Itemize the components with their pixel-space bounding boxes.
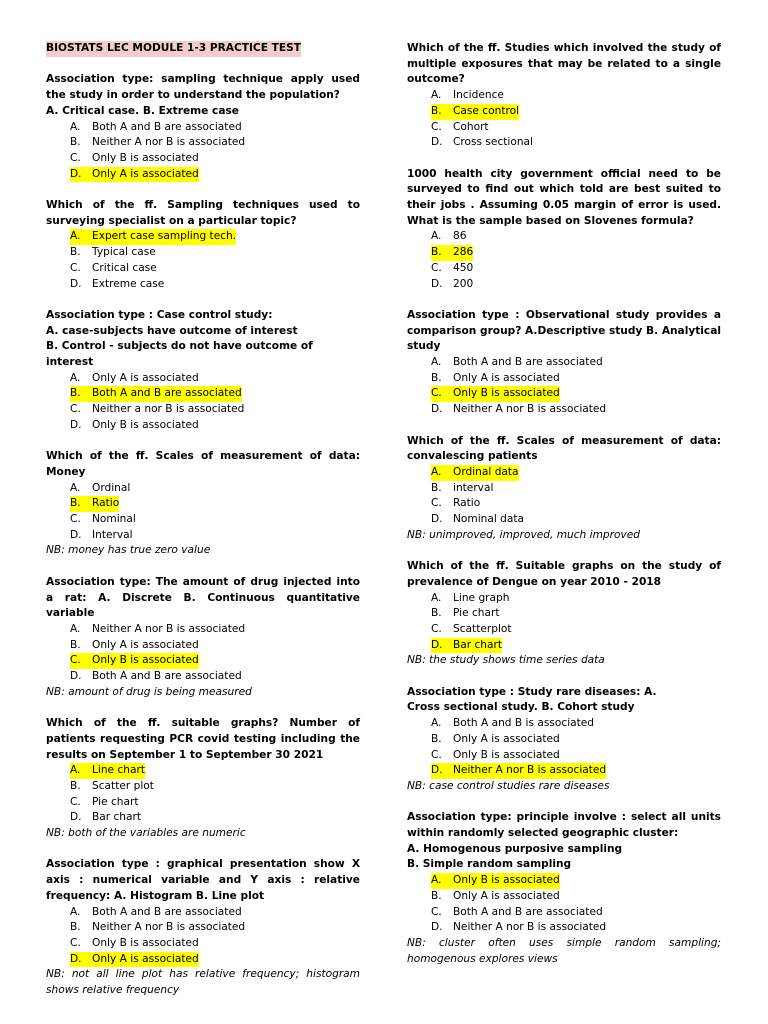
option-text: Interval bbox=[92, 528, 133, 541]
question-block bbox=[46, 72, 360, 182]
answer-options bbox=[407, 229, 721, 292]
option-letter: C. bbox=[70, 513, 81, 526]
option-letter: C. bbox=[70, 151, 81, 164]
option-letter: C. bbox=[431, 386, 453, 402]
option-text: Only B is associated bbox=[92, 151, 199, 164]
option-letter: B. bbox=[431, 371, 442, 384]
question-note: NB: not all line plot has relative frequency; histogram shows relative frequency bbox=[46, 968, 360, 997]
answer-option-highlighted bbox=[46, 653, 360, 669]
question-subline: A. Homogenous purposive sampling bbox=[407, 842, 623, 855]
option-text: Line chart bbox=[92, 763, 145, 779]
answer-options bbox=[407, 873, 721, 936]
question-block bbox=[46, 449, 360, 559]
option-text: Only B is associated bbox=[453, 873, 560, 889]
answer-option-highlighted bbox=[407, 104, 721, 120]
answer-options bbox=[407, 591, 721, 654]
answer-option bbox=[46, 135, 360, 151]
question-text: Which of the ff. Scales of measurement of data: convalescing patients bbox=[407, 434, 721, 463]
answer-option bbox=[46, 528, 360, 544]
option-text: Neither A nor B is associated bbox=[92, 136, 246, 149]
right-column bbox=[407, 41, 721, 983]
option-letter: C. bbox=[431, 748, 442, 761]
option-letter: B. bbox=[70, 386, 92, 402]
option-text: Neither A nor B is associated bbox=[92, 921, 246, 934]
question-block bbox=[46, 575, 360, 701]
option-letter: D. bbox=[70, 167, 92, 183]
option-letter: B. bbox=[431, 889, 442, 902]
option-letter: D. bbox=[431, 403, 443, 416]
option-letter: D. bbox=[70, 811, 82, 824]
left-question-list bbox=[46, 72, 360, 998]
option-text: 450 bbox=[453, 261, 474, 274]
answer-option bbox=[407, 920, 721, 936]
option-text: Bar chart bbox=[92, 811, 142, 824]
option-letter: D. bbox=[70, 670, 82, 683]
option-letter: B. bbox=[70, 496, 92, 512]
option-text: Ordinal data bbox=[453, 465, 519, 481]
answer-option bbox=[407, 277, 721, 293]
option-letter: C. bbox=[431, 905, 442, 918]
option-letter: C. bbox=[70, 653, 92, 669]
question-text: Association type : Case control study: bbox=[46, 308, 273, 321]
answer-option-highlighted bbox=[46, 167, 360, 183]
option-text: Both A and B are associated bbox=[92, 670, 242, 683]
answer-options bbox=[46, 229, 360, 292]
question-text: Which of the ff. suitable graphs? Number of patients requesting PCR covid testing including the results on September 1 to September 30 2021 bbox=[46, 717, 360, 761]
option-letter: D. bbox=[431, 921, 443, 934]
question-note: NB: unimproved, improved, much improved bbox=[407, 528, 640, 541]
question-subline: A. Critical case. B. Extreme case bbox=[46, 104, 239, 117]
answer-option bbox=[407, 229, 721, 245]
right-question-list bbox=[407, 41, 721, 967]
option-text: Cross sectional bbox=[453, 136, 533, 149]
answer-option bbox=[407, 355, 721, 371]
answer-options bbox=[46, 120, 360, 183]
answer-option bbox=[46, 402, 360, 418]
option-letter: A. bbox=[431, 717, 442, 730]
answer-options bbox=[46, 763, 360, 826]
answer-option bbox=[46, 638, 360, 654]
question-note: NB: both of the variables are numeric bbox=[46, 827, 246, 840]
option-letter: D. bbox=[431, 277, 443, 290]
option-text: Nominal data bbox=[453, 513, 525, 526]
answer-option bbox=[46, 277, 360, 293]
answer-option-highlighted bbox=[46, 386, 360, 402]
answer-option-highlighted bbox=[407, 638, 721, 654]
option-letter: C. bbox=[70, 795, 81, 808]
option-text: Only A is associated bbox=[92, 952, 199, 968]
option-letter: B. bbox=[431, 481, 442, 494]
question-block bbox=[407, 434, 721, 544]
answer-option-highlighted bbox=[46, 496, 360, 512]
answer-options bbox=[407, 355, 721, 418]
option-letter: D. bbox=[70, 952, 92, 968]
question-note: NB: the study shows time series data bbox=[407, 654, 605, 667]
answer-option bbox=[46, 669, 360, 685]
option-letter: B. bbox=[431, 104, 453, 120]
question-text: Association type: sampling technique apply used the study in order to understand the population? bbox=[46, 73, 360, 102]
option-letter: A. bbox=[431, 873, 453, 889]
answer-option bbox=[407, 261, 721, 277]
option-text: Incidence bbox=[453, 89, 504, 102]
answer-options bbox=[407, 716, 721, 779]
option-letter: A. bbox=[70, 229, 92, 245]
option-text: Only A is associated bbox=[453, 732, 560, 745]
answer-option bbox=[407, 402, 721, 418]
answer-option bbox=[407, 481, 721, 497]
question-text: Which of the ff. Scales of measurement of data: Money bbox=[46, 450, 360, 478]
question-note: NB: money has true zero value bbox=[46, 544, 211, 557]
option-text: Neither A nor B is associated bbox=[92, 622, 246, 635]
answer-option bbox=[46, 622, 360, 638]
answer-option bbox=[407, 496, 721, 512]
option-text: Ordinal bbox=[92, 481, 131, 494]
question-block bbox=[407, 167, 721, 293]
answer-options bbox=[407, 88, 721, 151]
option-letter: A. bbox=[431, 465, 453, 481]
option-text: Extreme case bbox=[92, 277, 165, 290]
option-letter: D. bbox=[431, 513, 443, 526]
option-letter: B. bbox=[431, 245, 453, 261]
option-letter: A. bbox=[431, 356, 442, 369]
answer-option bbox=[407, 371, 721, 387]
answer-option bbox=[407, 732, 721, 748]
option-text: Both A and B are associated bbox=[92, 905, 242, 918]
answer-option bbox=[46, 810, 360, 826]
option-text: Typical case bbox=[92, 246, 156, 259]
option-text: Both A and B are associated bbox=[453, 905, 603, 918]
answer-options bbox=[46, 905, 360, 968]
option-letter: B. bbox=[70, 921, 81, 934]
option-letter: A. bbox=[70, 905, 81, 918]
option-text: Scatter plot bbox=[92, 779, 154, 792]
option-text: Only B is associated bbox=[453, 386, 560, 402]
answer-option bbox=[46, 481, 360, 497]
option-letter: C. bbox=[431, 497, 442, 510]
question-note: NB: case control studies rare diseases bbox=[407, 779, 610, 792]
option-letter: D. bbox=[70, 528, 82, 541]
option-letter: B. bbox=[70, 136, 81, 149]
option-text: Critical case bbox=[92, 261, 157, 274]
option-text: Only A is associated bbox=[92, 167, 199, 183]
option-text: Cohort bbox=[453, 120, 489, 133]
answer-option-highlighted bbox=[407, 763, 721, 779]
question-text: Which of the ff. Studies which involved the study of multiple exposures that may be related to a single outcome? bbox=[407, 42, 721, 86]
answer-option-highlighted bbox=[407, 873, 721, 889]
option-text: Case control bbox=[453, 104, 519, 120]
option-text: Only B is associated bbox=[92, 936, 199, 949]
option-text: 200 bbox=[453, 277, 474, 290]
option-text: Both A and B is associated bbox=[453, 717, 595, 730]
option-letter: C. bbox=[70, 261, 81, 274]
option-letter: D. bbox=[431, 136, 443, 149]
option-letter: A. bbox=[431, 230, 442, 243]
option-text: Pie chart bbox=[92, 795, 139, 808]
option-text: Neither A nor B is associated bbox=[453, 763, 606, 779]
answer-option bbox=[407, 512, 721, 528]
answer-option bbox=[407, 120, 721, 136]
page-title: BIOSTATS LEC MODULE 1-3 PRACTICE TEST bbox=[46, 41, 301, 57]
question-text: Association type: The amount of drug injected into a rat: A. Discrete B. Continuous quantitative variable bbox=[46, 575, 360, 620]
option-text: Bar chart bbox=[453, 638, 502, 654]
question-block bbox=[46, 198, 360, 292]
option-text: Line graph bbox=[453, 591, 510, 604]
question-block bbox=[407, 41, 721, 151]
option-letter: A. bbox=[70, 481, 81, 494]
question-text: Association type : Observational study provides a comparison group? A.Descriptive study B. Analytical study bbox=[407, 308, 721, 353]
answer-option bbox=[46, 512, 360, 528]
answer-option bbox=[46, 795, 360, 811]
option-text: Only B is associated bbox=[92, 418, 199, 431]
question-note: NB: cluster often uses simple random sampling; homogenous explores views bbox=[407, 936, 721, 965]
answer-option bbox=[46, 936, 360, 952]
option-letter: D. bbox=[70, 418, 82, 431]
question-subline: B. Control - subjects do not have outcome of interest bbox=[46, 340, 313, 369]
option-letter: C. bbox=[431, 261, 442, 274]
answer-option-highlighted bbox=[407, 386, 721, 402]
option-letter: C. bbox=[431, 120, 442, 133]
answer-option bbox=[46, 920, 360, 936]
answer-option-highlighted bbox=[46, 229, 360, 245]
option-letter: A. bbox=[431, 89, 442, 102]
option-text: Neither a nor B is associated bbox=[92, 403, 245, 416]
option-text: Scatterplot bbox=[453, 622, 512, 635]
option-letter: B. bbox=[70, 779, 81, 792]
option-text: Ratio bbox=[453, 497, 481, 510]
option-text: Expert case sampling tech. bbox=[92, 229, 236, 245]
answer-option bbox=[407, 748, 721, 764]
answer-option bbox=[46, 120, 360, 136]
option-letter: B. bbox=[431, 732, 442, 745]
answer-option bbox=[407, 135, 721, 151]
option-text: Only B is associated bbox=[92, 653, 199, 669]
option-text: 86 bbox=[453, 230, 467, 243]
option-letter: C. bbox=[70, 403, 81, 416]
question-block bbox=[46, 857, 360, 998]
answer-option bbox=[407, 622, 721, 638]
option-letter: B. bbox=[431, 607, 442, 620]
answer-option bbox=[46, 371, 360, 387]
answer-option bbox=[407, 591, 721, 607]
answer-option bbox=[407, 716, 721, 732]
answer-option-highlighted bbox=[46, 763, 360, 779]
question-note: NB: amount of drug is being measured bbox=[46, 685, 252, 698]
option-text: Nominal bbox=[92, 513, 136, 526]
option-text: Pie chart bbox=[453, 607, 500, 620]
question-block bbox=[407, 810, 721, 967]
question-text: Which of the ff. Sampling techniques used to surveying specialist on a particular topic? bbox=[46, 199, 360, 227]
answer-option bbox=[407, 889, 721, 905]
question-block bbox=[407, 559, 721, 669]
option-letter: A. bbox=[431, 591, 442, 604]
option-text: Both A and B are associated bbox=[92, 120, 242, 133]
option-text: Only A is associated bbox=[453, 889, 560, 902]
option-letter: C. bbox=[431, 622, 442, 635]
answer-option bbox=[46, 261, 360, 277]
option-text: Only A is associated bbox=[92, 638, 199, 651]
option-text: Both A and B are associated bbox=[92, 386, 242, 402]
answer-option bbox=[46, 151, 360, 167]
option-letter: D. bbox=[431, 763, 453, 779]
question-block bbox=[46, 716, 360, 842]
answer-option bbox=[407, 88, 721, 104]
question-text: Association type: principle involve : select all units within randomly selected geographic cluster: bbox=[407, 811, 721, 840]
question-subline: A. case-subjects have outcome of interest bbox=[46, 324, 298, 337]
answer-option bbox=[46, 905, 360, 921]
left-column bbox=[46, 41, 360, 1014]
answer-options bbox=[46, 622, 360, 685]
question-block bbox=[407, 685, 721, 795]
option-letter: A. bbox=[70, 371, 81, 384]
option-text: Only A is associated bbox=[92, 371, 199, 384]
answer-option bbox=[46, 245, 360, 261]
answer-option-highlighted bbox=[407, 465, 721, 481]
option-letter: B. bbox=[70, 638, 81, 651]
option-letter: D. bbox=[431, 638, 453, 654]
answer-options bbox=[407, 465, 721, 528]
question-block bbox=[407, 308, 721, 418]
option-letter: A. bbox=[70, 622, 81, 635]
question-text: Association type : graphical presentation show X axis : numerical variable and Y axis : relative frequency: A. Histogram B. Line plot bbox=[46, 858, 360, 902]
answer-option bbox=[46, 418, 360, 434]
option-text: 286 bbox=[453, 245, 473, 261]
option-text: Ratio bbox=[92, 496, 119, 512]
option-text: interval bbox=[453, 481, 494, 494]
answer-options bbox=[46, 371, 360, 434]
answer-option bbox=[407, 905, 721, 921]
option-text: Neither A nor B is associated bbox=[453, 403, 607, 416]
answer-option bbox=[407, 606, 721, 622]
question-text: 1000 health city government official need to be surveyed to find out which told are best suited to their jobs . Assuming 0.05 margin of error is used. What is the sample based on Slovenes formula? bbox=[407, 167, 721, 227]
question-subline: Cross sectional study. B. Cohort study bbox=[407, 701, 635, 714]
option-text: Neither A nor B is associated bbox=[453, 921, 607, 934]
option-text: Both A and B are associated bbox=[453, 356, 603, 369]
question-text: Association type : Study rare diseases: A. bbox=[407, 685, 657, 698]
option-letter: A. bbox=[70, 120, 81, 133]
question-subline: B. Simple random sampling bbox=[407, 858, 572, 871]
question-text: Which of the ff. Suitable graphs on the study of prevalence of Dengue on year 2010 - 2018 bbox=[407, 560, 721, 588]
answer-option bbox=[46, 779, 360, 795]
option-letter: B. bbox=[70, 246, 81, 259]
option-letter: C. bbox=[70, 936, 81, 949]
option-text: Only A is associated bbox=[453, 371, 560, 384]
question-block bbox=[46, 308, 360, 434]
answer-options bbox=[46, 481, 360, 544]
option-letter: D. bbox=[70, 277, 82, 290]
answer-option-highlighted bbox=[407, 245, 721, 261]
answer-option-highlighted bbox=[46, 952, 360, 968]
option-text: Only B is associated bbox=[453, 748, 560, 761]
option-letter: A. bbox=[70, 763, 92, 779]
